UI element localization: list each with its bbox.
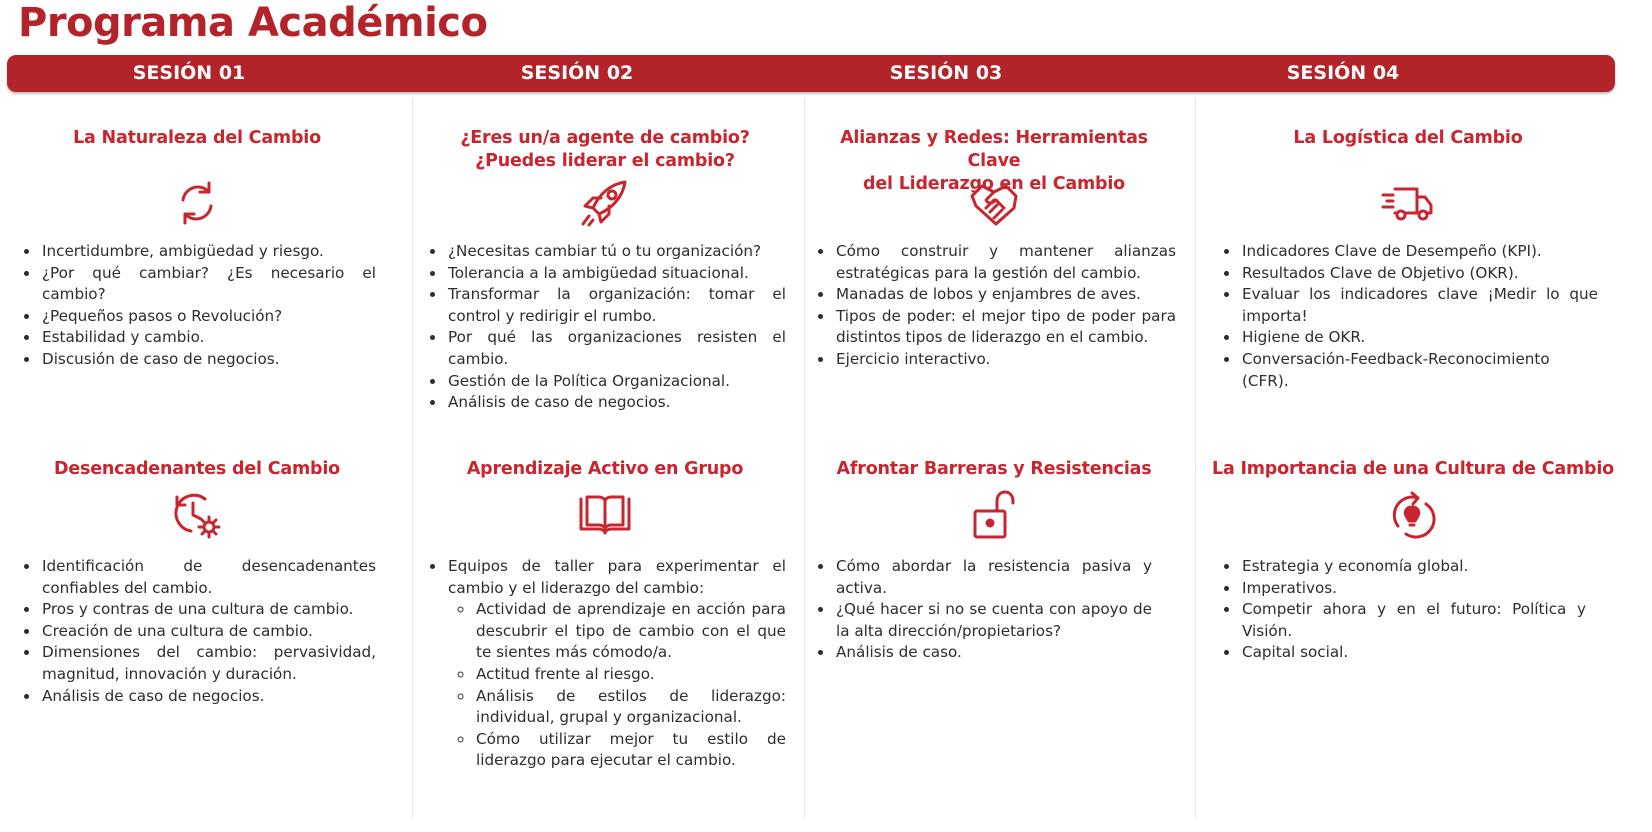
sub-list <box>448 599 786 772</box>
list-item: • Capital social. <box>1240 642 1586 664</box>
list-item: • Dimensiones del cambio: pervasividad, magnitud, innovación y duración. <box>40 642 376 685</box>
list-item: • Cómo construir y mantener alianzas estratégicas para la gestión del cambio. <box>834 241 1176 284</box>
list-item: • ¿Pequeños pasos o Revolución? <box>40 306 376 328</box>
list-item: • Ejercicio interactivo. <box>834 349 1176 371</box>
topic-title <box>812 127 1176 194</box>
list-item: • Estabilidad y cambio. <box>40 327 376 349</box>
list-item: • Indicadores Clave de Desempeño (KPI). <box>1240 241 1598 263</box>
list-item: • Pros y contras de una cultura de cambio. <box>40 599 376 621</box>
list-item: • ¿Qué hacer si no se cuenta con apoyo de la alta dirección/propietarios? <box>834 599 1152 642</box>
list-item: • Estrategia y economía global. <box>1240 556 1586 578</box>
session-04-topic-2 <box>1212 458 1612 664</box>
sub-list-item: ◦ Cómo utilizar mejor tu estilo de liderazgo para ejecutar el cambio. <box>474 729 786 772</box>
list-item: • Higiene de OKR. <box>1240 327 1598 349</box>
column-divider <box>804 98 805 818</box>
sub-list-item: ◦ Actividad de aprendizaje en acción para descubrir el tipo de cambio con el que te sientes más cómodo/a. <box>474 599 786 664</box>
list-item: • Tipos de poder: el mejor tipo de poder para distintos tipos de liderazgo en el cambio. <box>834 306 1176 349</box>
list-item: • Tolerancia a la ambigüedad situacional. <box>446 263 786 285</box>
session-01-topic-1 <box>18 127 376 371</box>
topic-title: La Naturaleza del Cambio <box>73 128 321 148</box>
sub-list-item: ◦ Análisis de estilos de liderazgo: individual, grupal y organizacional. <box>474 686 786 729</box>
list-item: • Análisis de caso de negocios. <box>446 392 786 414</box>
list-item: • Incertidumbre, ambigüedad y riesgo. <box>40 241 376 263</box>
session-03-topic-1 <box>812 127 1176 371</box>
session-01-topic-2 <box>18 458 376 707</box>
sub-list-item: ◦ Actitud frente al riesgo. <box>474 664 786 686</box>
topic-title: Aprendizaje Activo en Grupo <box>466 459 744 479</box>
topic-title: Desencadenantes del Cambio <box>54 459 340 479</box>
clock-gear-icon <box>18 486 376 544</box>
list-item: • Imperativos. <box>1240 578 1586 600</box>
open-book-icon <box>424 486 786 544</box>
list-item: • Identificación de desencadenantes confiables del cambio. <box>40 556 376 599</box>
column-divider <box>1195 98 1196 818</box>
session-01-label: SESIÓN 01 <box>132 62 246 84</box>
topic-title: La Logística del Cambio <box>1293 128 1523 148</box>
delivery-truck-icon <box>1218 173 1598 233</box>
topic-title: La Importancia de una Cultura de Cambio <box>1212 459 1614 479</box>
list-item: • Gestión de la Política Organizacional. <box>446 371 786 393</box>
refresh-icon <box>18 173 376 233</box>
session-04-label: SESIÓN 04 <box>1286 62 1400 84</box>
session-03-label: SESIÓN 03 <box>889 62 1003 84</box>
list-item: • Creación de una cultura de cambio. <box>40 621 376 643</box>
list-item: • Competir ahora y en el futuro: Política y Visión. <box>1240 599 1586 642</box>
column-divider <box>412 98 413 818</box>
rocket-icon <box>424 173 786 233</box>
bulb-cycle-icon <box>1212 486 1612 544</box>
list-item-text: Equipos de taller para experimentar el cambio y el liderazgo del cambio: <box>448 557 786 597</box>
topic-title-line: Alianzas y Redes: Herramientas Clave <box>840 128 1148 171</box>
topic-title-line: ¿Eres un/a agente de cambio? <box>460 128 750 148</box>
list-item: • Manadas de lobos y enjambres de aves. <box>834 284 1176 306</box>
list-item: • Transformar la organización: tomar el control y redirigir el rumbo. <box>446 284 786 327</box>
session-03-topic-2 <box>812 458 1152 664</box>
topic-title <box>424 127 786 173</box>
list-item: • ¿Necesitas cambiar tú o tu organización? <box>446 241 786 263</box>
list-item: • Resultados Clave de Objetivo (OKR). <box>1240 263 1598 285</box>
list-item: • Por qué las organizaciones resisten el cambio. <box>446 327 786 370</box>
topic-title: Afrontar Barreras y Resistencias <box>836 459 1152 479</box>
topic-title-line: ¿Puedes liderar el cambio? <box>475 151 735 171</box>
list-item: • Análisis de caso. <box>834 642 1152 664</box>
list-item <box>446 556 786 772</box>
list-item: • Conversación-Feedback-Reconocimiento (CFR). <box>1240 349 1598 392</box>
session-02-topic-2 <box>424 458 786 772</box>
session-02-topic-1 <box>424 127 786 414</box>
unlocked-padlock-icon <box>812 486 1176 544</box>
list-item: • Cómo abordar la resistencia pasiva y activa. <box>834 556 1152 599</box>
session-02-label: SESIÓN 02 <box>520 62 634 84</box>
page-title: Programa Académico <box>18 0 488 46</box>
session-header-bar <box>7 55 1615 92</box>
session-04-topic-1 <box>1218 127 1598 392</box>
topic-title-line: del Liderazgo en el Cambio <box>863 174 1125 194</box>
list-item: • ¿Por qué cambiar? ¿Es necesario el cambio? <box>40 263 376 306</box>
list-item: • Análisis de caso de negocios. <box>40 686 376 708</box>
list-item: • Discusión de caso de negocios. <box>40 349 376 371</box>
list-item: • Evaluar los indicadores clave ¡Medir lo que importa! <box>1240 284 1598 327</box>
